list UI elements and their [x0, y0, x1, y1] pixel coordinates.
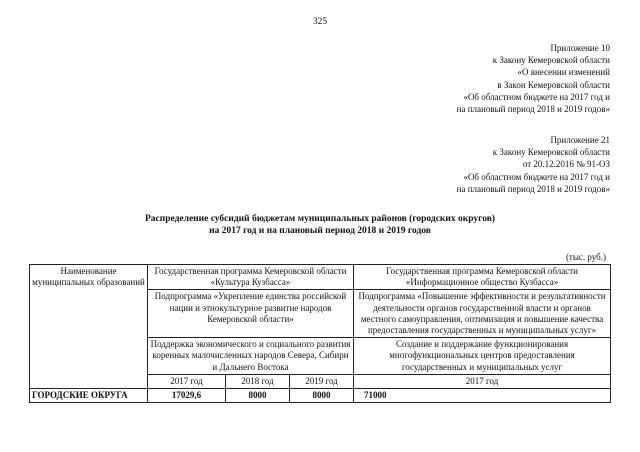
table-row: [30, 389, 611, 403]
year-header: 2018 год: [226, 374, 290, 388]
subsidy-table: [29, 264, 611, 403]
row-value: 8000: [290, 389, 354, 403]
year-header: 2019 год: [290, 374, 354, 388]
header-subprogram-efficiency: Подпрограмма «Повышение эффективности и результативности деятельности органов государственной власти и органов местного самоуправления, оптимизация и повышение качества предоставления государственных и муниципальных услуг»: [354, 290, 611, 338]
year-header: 2017 год: [354, 374, 611, 388]
row-value: 71000: [354, 389, 611, 403]
table-row: [30, 265, 611, 290]
document-title: [0, 213, 640, 238]
appendix-21-line: от 20.12.2016 № 91-ОЗ: [522, 159, 610, 170]
header-subprogram-unity: Подпрограмма «Укрепление единства российской нации и этнокультурное развитие народов Кемеровской области»: [148, 290, 354, 338]
appendix-10-line: в Закон Кемеровской области: [497, 79, 610, 90]
header-program-information: Государственная программа Кемеровской области «Информационное общество Кузбасса»: [354, 265, 611, 290]
appendix-10-line: Приложение 10: [550, 43, 610, 53]
header-program-culture: Государственная программа Кемеровской области «Культура Кузбасса»: [148, 265, 354, 290]
appendix-10-block: [457, 42, 610, 115]
row-value: 8000: [226, 389, 290, 403]
row-name: ГОРОДСКИЕ ОКРУГА: [30, 389, 148, 403]
header-municipality: Наименование муниципальных образований: [30, 265, 148, 389]
appendix-21-line: Приложение 21: [550, 135, 610, 145]
title-line: на 2017 год и на плановый период 2018 и 2019 годов: [209, 226, 431, 237]
appendix-21-line: к Закону Кемеровской области: [492, 147, 610, 158]
appendix-21-block: [457, 134, 610, 195]
appendix-21-line: на плановый период 2018 и 2019 годов»: [456, 183, 610, 194]
appendix-10-line: к Закону Кемеровской области: [492, 55, 610, 66]
header-measure-mfc: Создание и поддержание функционирования многофункциональных центров предоставления государственных и муниципальных услуг: [354, 338, 611, 375]
page-number: 325: [312, 17, 328, 27]
title-line: Распределение субсидий бюджетам муниципальных районов (городских округов): [144, 214, 496, 224]
row-value: 17029,6: [148, 389, 226, 403]
units-label: (тыс. руб.): [565, 252, 606, 262]
header-measure-indigenous: Поддержка экономического и социального развития коренных малочисленных народов Севера, Сибири и Дальнего Востока: [148, 338, 354, 375]
appendix-21-line: «Об областном бюджете на 2017 год и: [463, 171, 610, 182]
year-header: 2017 год: [148, 374, 226, 388]
appendix-10-line: «О внесении изменений: [517, 67, 610, 78]
appendix-10-line: на плановый период 2018 и 2019 годов»: [456, 104, 610, 115]
appendix-10-line: «Об областном бюджете на 2017 год и: [463, 91, 610, 102]
